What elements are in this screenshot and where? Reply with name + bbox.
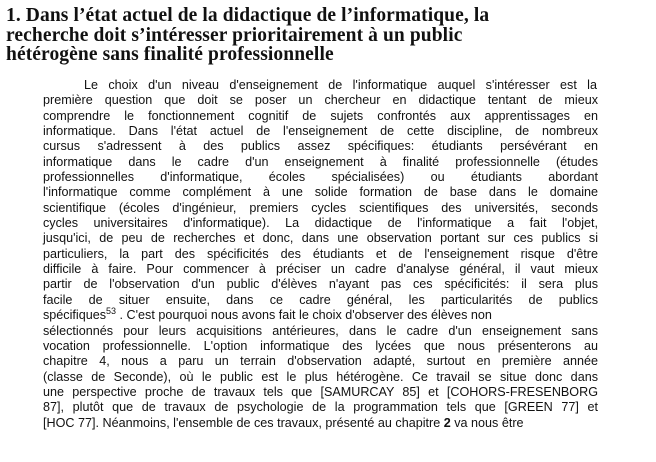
paragraph-line: première question que doit se poser un chercheur en didactique tentant de mieux: [43, 93, 598, 108]
paragraph-line: comprendre le fonctionnement cognitif de sujets confrontés aux apprentissages en: [43, 108, 598, 123]
body-paragraph: [0, 78, 656, 431]
paragraph-line: cursus s'adressent à des publics assez spécifiques: étudiants persévérant en: [43, 139, 598, 154]
paragraph-line: cycles universitaires d'informatique). La didactique de l'informatique a fait l'objet,: [43, 216, 598, 231]
line-text: . C'est pourquoi nous avons fait le choix d'observer des élèves non: [119, 308, 492, 323]
paragraph-line: jusqu'ici, de peu de recherches et donc, dans une observation portant sur ces publics si: [43, 231, 598, 246]
heading-line: recherche doit s’intéresser prioritairement à un public: [6, 24, 463, 46]
paragraph-line: informatique dans le cadre d'un enseignement à finalité professionnelle (études: [43, 154, 598, 169]
line-text: va nous être: [454, 415, 524, 430]
paragraph-line: [43, 416, 598, 431]
paragraph-line: facile de situer ensuite, dans ce cadre général, les particularités de publics: [43, 292, 598, 307]
paragraph-line: (classe de Seconde), où le public est le plus hétérogène. Ce travail se situe donc dans: [43, 369, 598, 384]
paragraph-line: l'informatique comme complément à une solide formation de base dans le domaine: [43, 185, 598, 200]
paragraph-line: [43, 308, 598, 323]
paragraph-line: difficile à faire. Pour commencer à préciser un cadre d'analyse général, il vaut mieux: [43, 262, 598, 277]
paragraph-line: chapitre 4, nous a paru un terrain d'observation adapté, surtout en première année: [43, 354, 598, 369]
paragraph-line: vocation professionnelle. L'option informatique des lycées que nous présenterons au: [43, 338, 598, 353]
heading-line: 1. Dans l’état actuel de la didactique de l’informatique, la: [6, 5, 490, 26]
paragraph-line: sélectionnés pour leurs acquisitions antérieures, dans le cadre d'un enseignement sans: [43, 323, 598, 338]
paragraph-line: une perspective proche de travaux tels que [SAMURCAY 85] et [COHORS-FRESENBORG: [43, 384, 598, 399]
paragraph-line: scientifique (écoles d'ingénieur, premiers cycles scientifiques des universités, seconds: [43, 200, 598, 215]
line-text: [HOC 77]. Néanmoins, l'ensemble de ces travaux, présenté au chapitre: [43, 415, 441, 430]
paragraph-line: Le choix d'un niveau d'enseignement de l'informatique auquel s'intéresser est la: [84, 78, 597, 92]
paragraph-line: informatique. Dans l'état actuel de l'enseignement de cette discipline, de nombreux: [43, 124, 598, 139]
heading-line: hétérogène sans finalité professionnelle: [6, 44, 334, 65]
line-text: spécifiques: [43, 308, 107, 323]
footnote-reference: 53: [106, 306, 117, 317]
paragraph-line: partir de l'observation d'un public d'élèves n'ayant pas ces spécificités: il sera plus: [43, 277, 598, 292]
section-heading: [6, 6, 566, 65]
paragraph-line: 87], plutôt que de travaux de psychologie de la programmation tels que [GREEN 77] et: [43, 400, 598, 415]
paragraph-line: professionnelles d'informatique, écoles spécialisées) ou étudiants abordant: [43, 170, 598, 185]
chapter-number: 2: [443, 415, 451, 430]
paragraph-line: particuliers, la part des spécificités des étudiants et de l'enseignement risque d'être: [43, 246, 598, 261]
